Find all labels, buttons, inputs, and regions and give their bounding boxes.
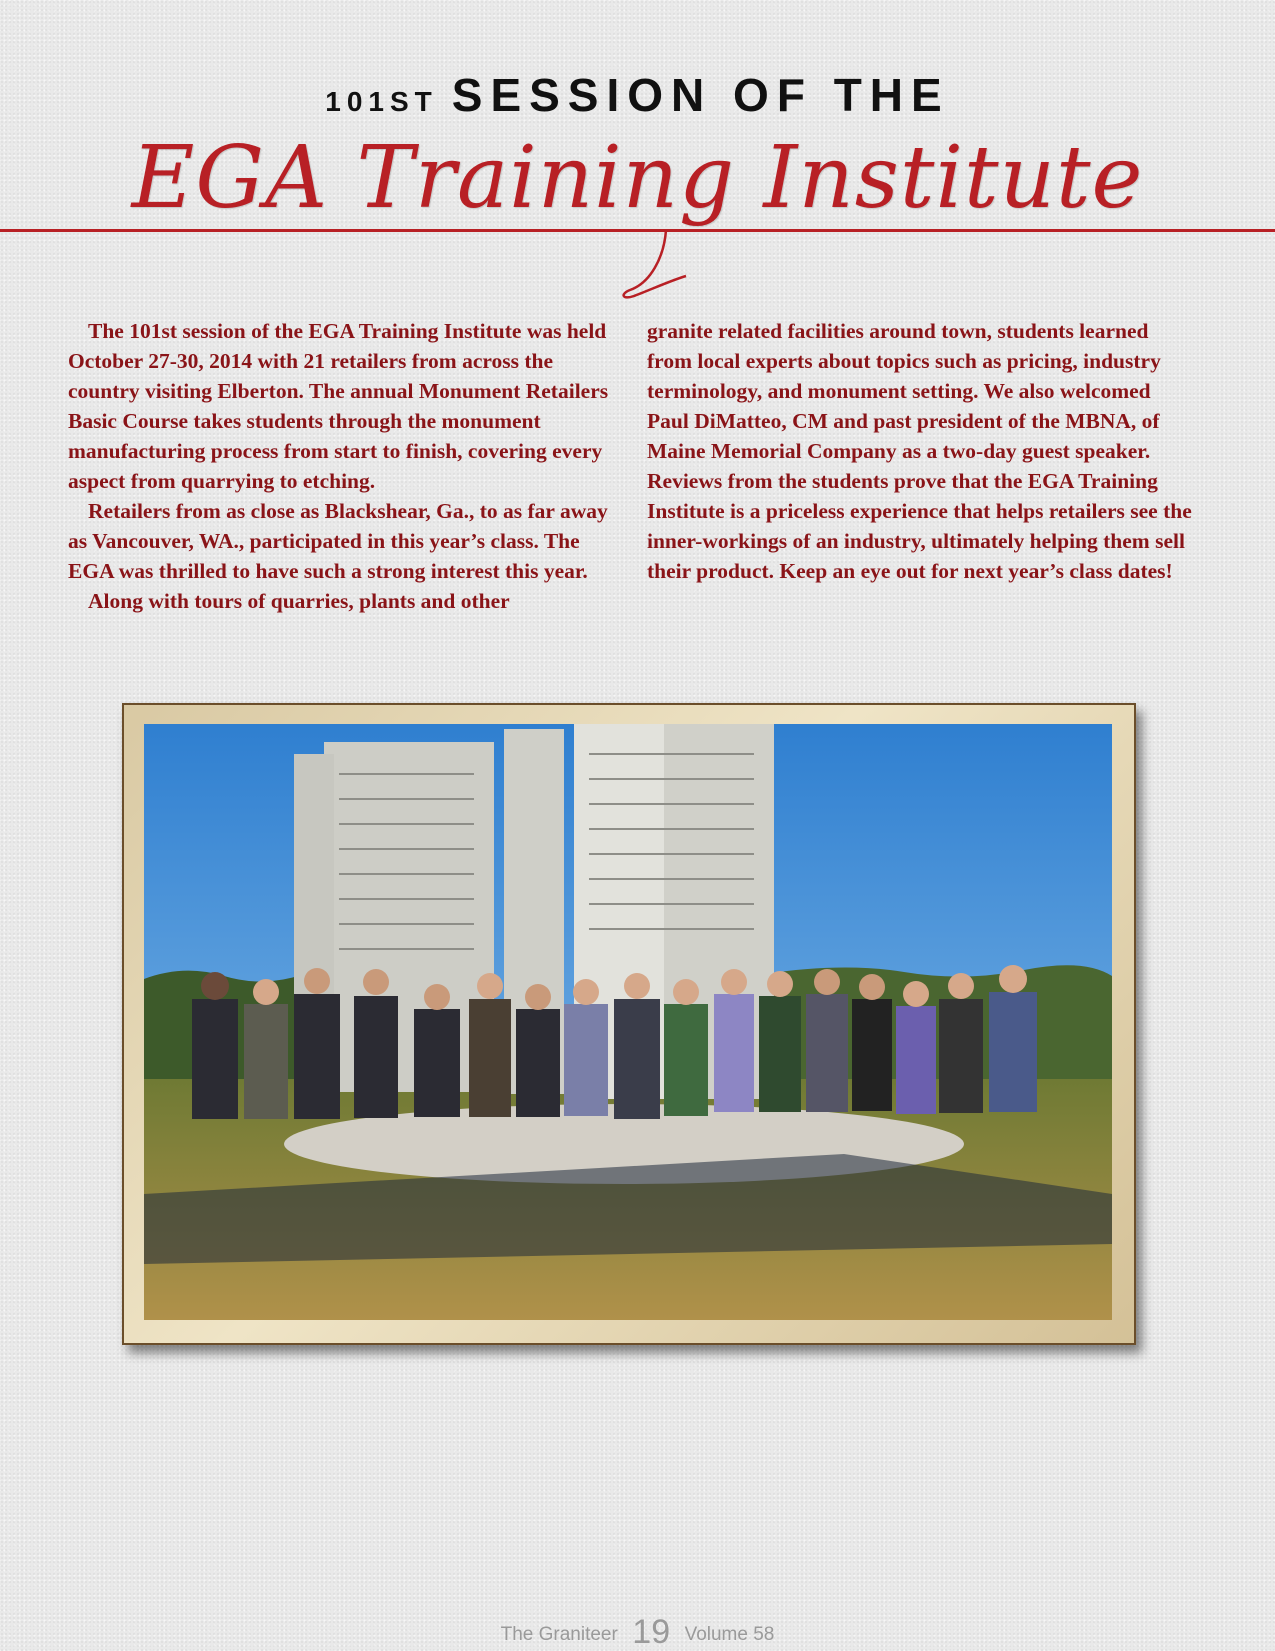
paragraph: Along with tours of quarries, plants and other — [88, 589, 510, 613]
photo-frame — [122, 703, 1136, 1345]
paragraph: granite related facilities around town, students learned from local experts about topics such as pricing, industry terminology, and monument setting. We also welcomed Paul DiMatteo, CM and past president of the MBNA, of Maine Memorial Company as a two-day guest speaker. Reviews from the students prove that the EGA Training Institute is a priceless experience that helps retailers see the inner-workings of an industry, ultimately helping them sell their product. Keep an eye out for next year’s class dates! — [647, 319, 1192, 583]
volume-label: Volume 58 — [684, 1624, 775, 1645]
group-photo — [144, 724, 1112, 1320]
article-kicker — [0, 68, 1275, 122]
page-footer — [0, 1610, 1275, 1649]
paragraph: The 101st session of the EGA Training Institute was held October 27-30, 2014 with 21 retailers from across the country visiting Elberton. The annual Monument Retailers Basic Course takes students through the monument manufacturing process from start to finish, covering every aspect from quarrying to etching. — [68, 319, 609, 493]
article-column-left — [68, 316, 613, 616]
paragraph: Retailers from as close as Blackshear, Ga., to as far away as Vancouver, WA., participated in this year’s class. The EGA was thrilled to have such a strong interest this year. — [68, 499, 608, 583]
publication-name: The Graniteer — [500, 1624, 618, 1645]
article-column-right — [647, 316, 1192, 586]
article-title: EGA Training Institute — [131, 128, 1144, 228]
kicker-ordinal: 101ST — [325, 86, 438, 117]
page-number: 19 — [632, 1613, 671, 1651]
kicker-text: SESSION OF THE — [451, 69, 950, 121]
title-flourish — [620, 228, 690, 300]
